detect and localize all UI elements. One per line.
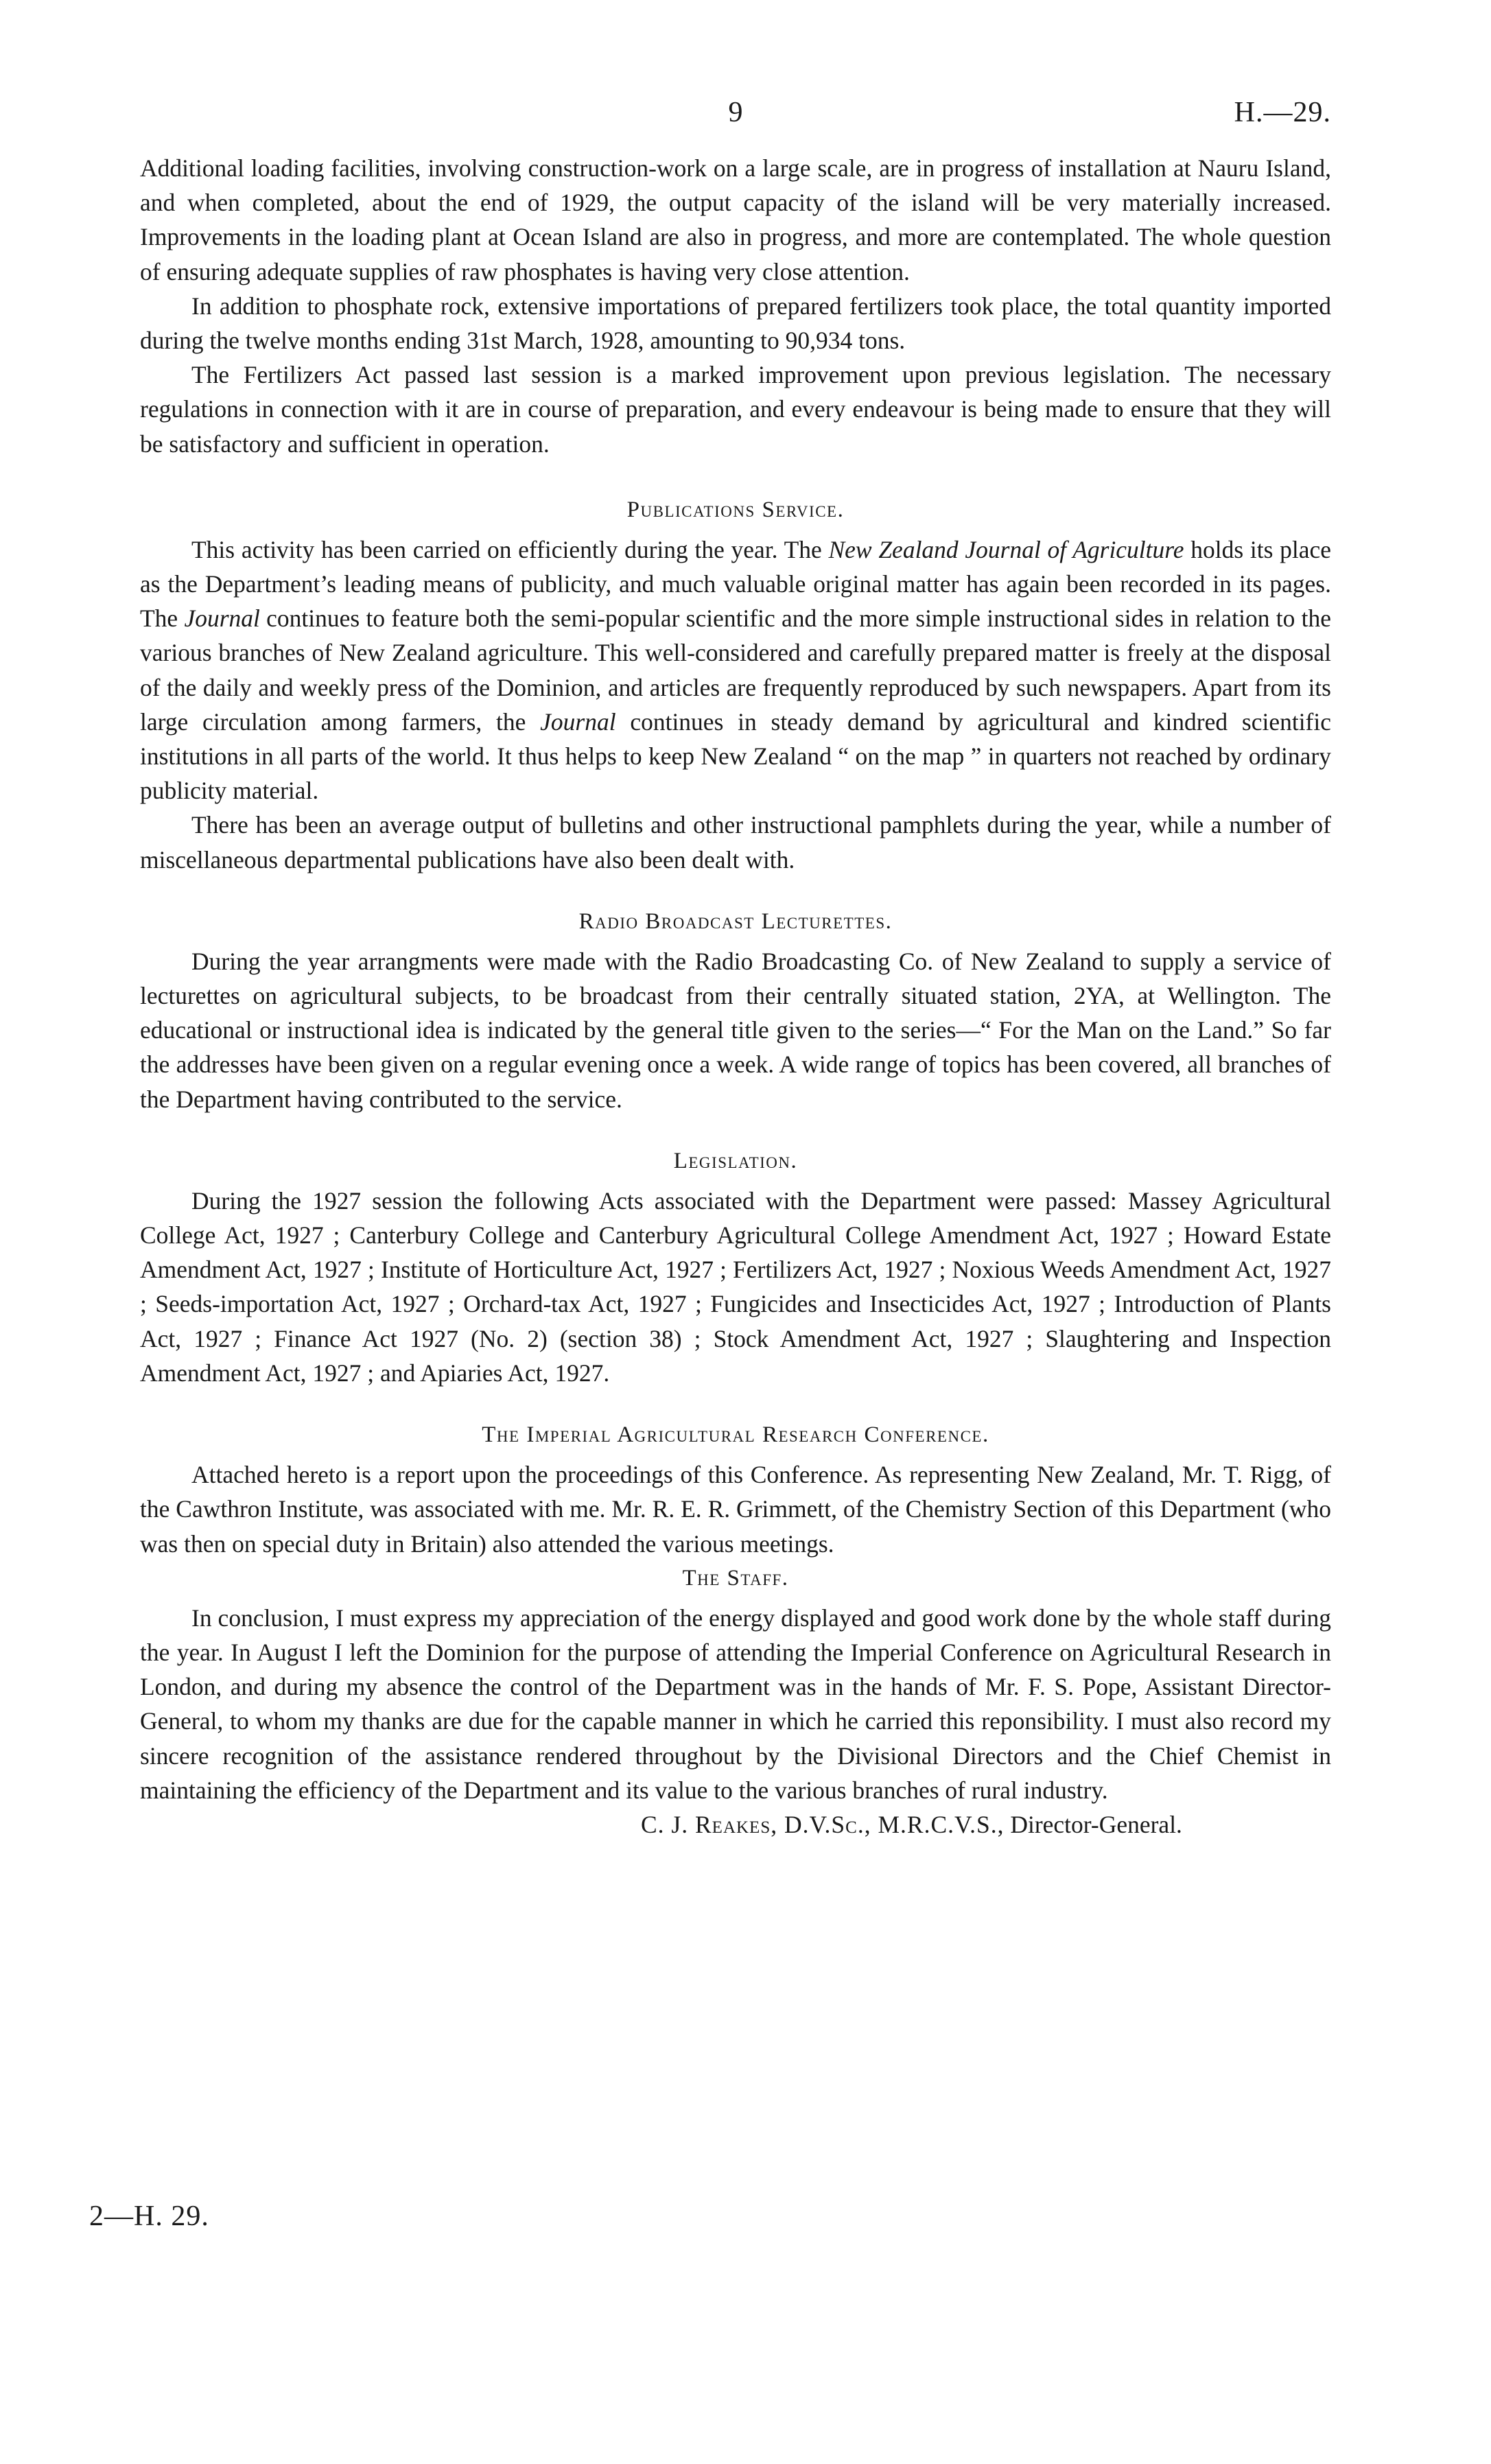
page-number: 9 [728, 97, 743, 128]
publications-heading: Publications Service. [626, 497, 845, 522]
journal-short-title: Journal [540, 707, 616, 736]
document-page [140, 96, 1331, 1842]
publications-text-d: continues in steady demand by agricultural and kindred scientific institutions in all parts of the world. It thus helps to keep New Zealand “ on the map ” in quarters not reached by ordinary publicity material. [140, 707, 1331, 805]
journal-short-title: Journal [184, 605, 260, 633]
staff-paragraph: In conclusion, I must express my appreciation of the energy displayed and good work done by the whole staff during the year. In August I left the Dominion for the purpose of attending the Imperial Conference on Agricultural Research in London, and during my absence the control of the Department was in the hands of Mr. F. S. Pope, Assistant Director-General, to whom my thanks are due for the capable manner in which he carried this reponsibility. I must also record my sincere recognition of the assistance rendered throughout by the Divisional Directors and the Chief Chemist in maintaining the efficiency of the Department and its value to the various branches of rural industry. [140, 1604, 1331, 1804]
file-reference: 2—H. 29. [89, 2201, 209, 2232]
signatory-title: Director-General. [1010, 1810, 1182, 1838]
page-header [140, 96, 1331, 151]
conference-paragraph: Attached hereto is a report upon the proceedings of this Conference. As representing New Zealand, Mr. T. Rigg, of the Cawthron Institute, was associated with me. Mr. R. E. R. Grimmett, of the Chemistry Section of this Department (who was then on special duty in Britain) also attended the various meetings. [140, 1461, 1331, 1558]
intro-paragraph-3: The Fertilizers Act passed last session is a marked improvement upon previous legislation. The necessary regulations in connection with it are in course of preparation, and every endeavour is being made to ensure that they will be satisfactory and sufficient in operation. [140, 361, 1331, 458]
legislation-heading: Legislation. [673, 1148, 798, 1173]
publications-text-a: This activity has been carried on efficiently during the year. The [191, 535, 829, 563]
signature [641, 1807, 1331, 1842]
publications-text-c: continues to feature both the semi-popular scientific and the more simple instructional sides in relation to the various branches of New Zealand agriculture. This well-considered and carefully prepared matter is freely at the disposal of the daily and weekly press of the Dominion, and articles are frequently reproduced by such newspapers. Apart from its large circulation among farmers, the [140, 605, 1331, 736]
radio-heading: Radio Broadcast Lecturettes. [578, 908, 893, 934]
document-code: H.—29. [1234, 97, 1331, 128]
conference-heading: The Imperial Agricultural Research Conference. [482, 1422, 989, 1448]
staff-heading: The Staff. [682, 1565, 789, 1591]
publications-paragraph-1 [140, 532, 1331, 808]
journal-title: New Zealand Journal of Agriculture [828, 535, 1184, 563]
legislation-paragraph: During the 1927 session the following Acts associated with the Department were passed: Massey Agricultural College Act, 1927 ; Canterbury College and Canterbury Agricultural College Amendment Act, 1927 ; Howard Estate Amendment Act, 1927 ; Institute of Horticulture Act, 1927 ; Fertilizers Act, 1927 ; Noxious Weeds Amendment Act, 1927 ; Seeds-importation Act, 1927 ; Orchard-tax Act, 1927 ; Fungicides and Insecticides Act, 1927 ; Introduction of Plants Act, 1927 ; Finance Act 1927 (No. 2) (section 38) ; Stock Amendment Act, 1927 ; Slaughtering and Inspection Amendment Act, 1927 ; and Apiaries Act, 1927. [140, 1186, 1331, 1387]
signatory-name: C. J. Reakes, D.V.Sc., M.R.C.V.S., [641, 1810, 1005, 1838]
publications-text-b: holds its place as the Department’s leading means of publicity, and much valuable original matter has again been recorded in its pages. The [140, 535, 1332, 633]
intro-paragraph-2: In addition to phosphate rock, extensive importations of prepared fertilizers took place, the total quantity imported during the twelve months ending 31st March, 1928, amounting to 90,934 tons. [140, 292, 1331, 355]
intro-paragraph-1: Additional loading facilities, involving construction-work on a large scale, are in progress of installation at Nauru Island, and when completed, about the end of 1929, the output capacity of the island will be very materially increased. Improvements in the loading plant at Ocean Island are also in progress, and more are contemplated. The whole question of ensuring adequate supplies of raw phosphates is having very close attention. [140, 154, 1331, 285]
publications-paragraph-2: There has been an average output of bulletins and other instructional pamphlets during the year, while a number of miscellaneous departmental publications have also been dealt with. [140, 811, 1331, 873]
radio-paragraph: During the year arrangments were made with the Radio Broadcasting Co. of New Zealand to supply a service of lecturettes on agricultural subjects, to be broadcast from their centrally situated station, 2YA, at Wellington. The educational or instructional idea is indicated by the general title given to the series—“ For the Man on the Land.” So far the addresses have been given on a regular evening once a week. A wide range of topics has been covered, all branches of the Department having contributed to the service. [140, 947, 1331, 1113]
